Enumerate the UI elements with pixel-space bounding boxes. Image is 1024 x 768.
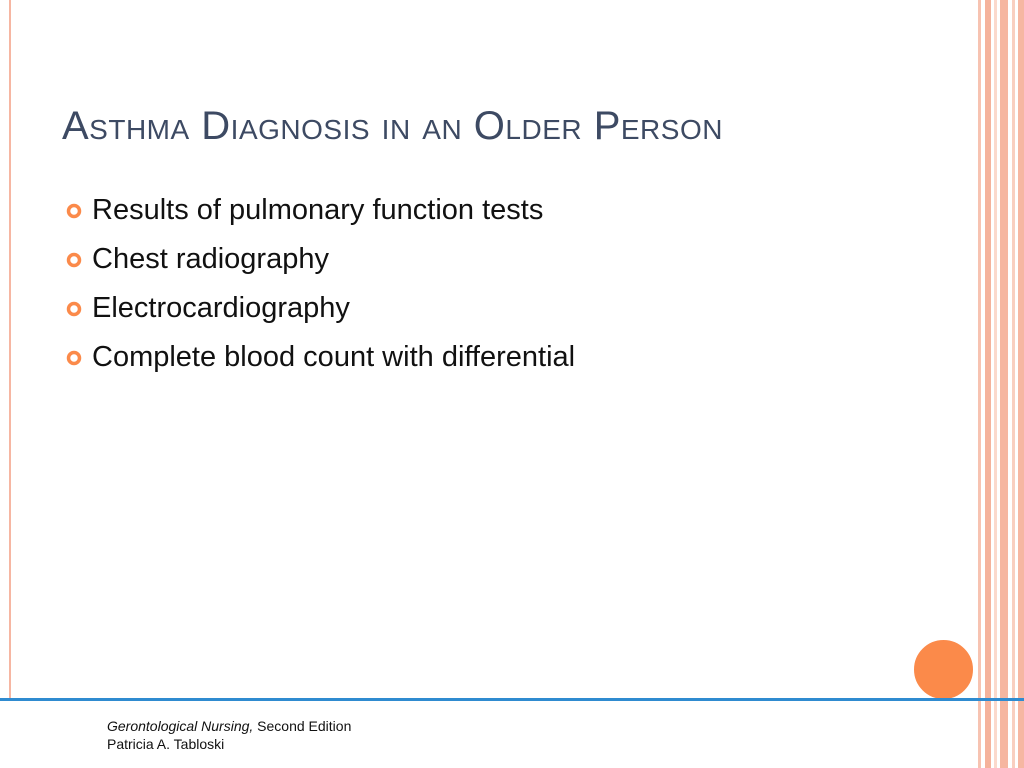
orange-ring-icon bbox=[66, 203, 82, 219]
bullet-text: Complete blood count with differential bbox=[92, 341, 576, 373]
bullet-text: Chest radiography bbox=[92, 243, 329, 275]
right-stripe bbox=[1012, 0, 1015, 768]
bullet-item bbox=[66, 186, 575, 235]
right-stripe bbox=[985, 0, 991, 768]
right-stripe bbox=[978, 0, 981, 768]
right-stripe bbox=[1000, 0, 1008, 768]
right-stripe bbox=[994, 0, 997, 768]
footer-author: Patricia A. Tabloski bbox=[107, 736, 225, 752]
orange-ring-icon bbox=[66, 301, 82, 317]
footer-line-1 bbox=[107, 717, 351, 735]
bullet-item bbox=[66, 235, 575, 284]
bullet-item bbox=[66, 284, 575, 333]
right-stripe bbox=[1018, 0, 1024, 768]
orange-ring-icon bbox=[66, 350, 82, 366]
decorative-circle bbox=[913, 639, 974, 700]
bullet-text: Electrocardiography bbox=[92, 292, 350, 324]
footer-rule bbox=[0, 698, 1024, 701]
footer-citation bbox=[107, 717, 351, 753]
book-title: Gerontological Nursing, bbox=[107, 718, 254, 734]
bullet-list bbox=[66, 186, 575, 382]
bullet-text: Results of pulmonary function tests bbox=[92, 194, 544, 226]
slide-title: Asthma Diagnosis in an Older Person bbox=[62, 104, 723, 148]
left-border-line bbox=[9, 0, 11, 700]
book-edition: Second Edition bbox=[253, 718, 352, 734]
orange-ring-icon bbox=[66, 252, 82, 268]
bullet-item bbox=[66, 333, 575, 382]
